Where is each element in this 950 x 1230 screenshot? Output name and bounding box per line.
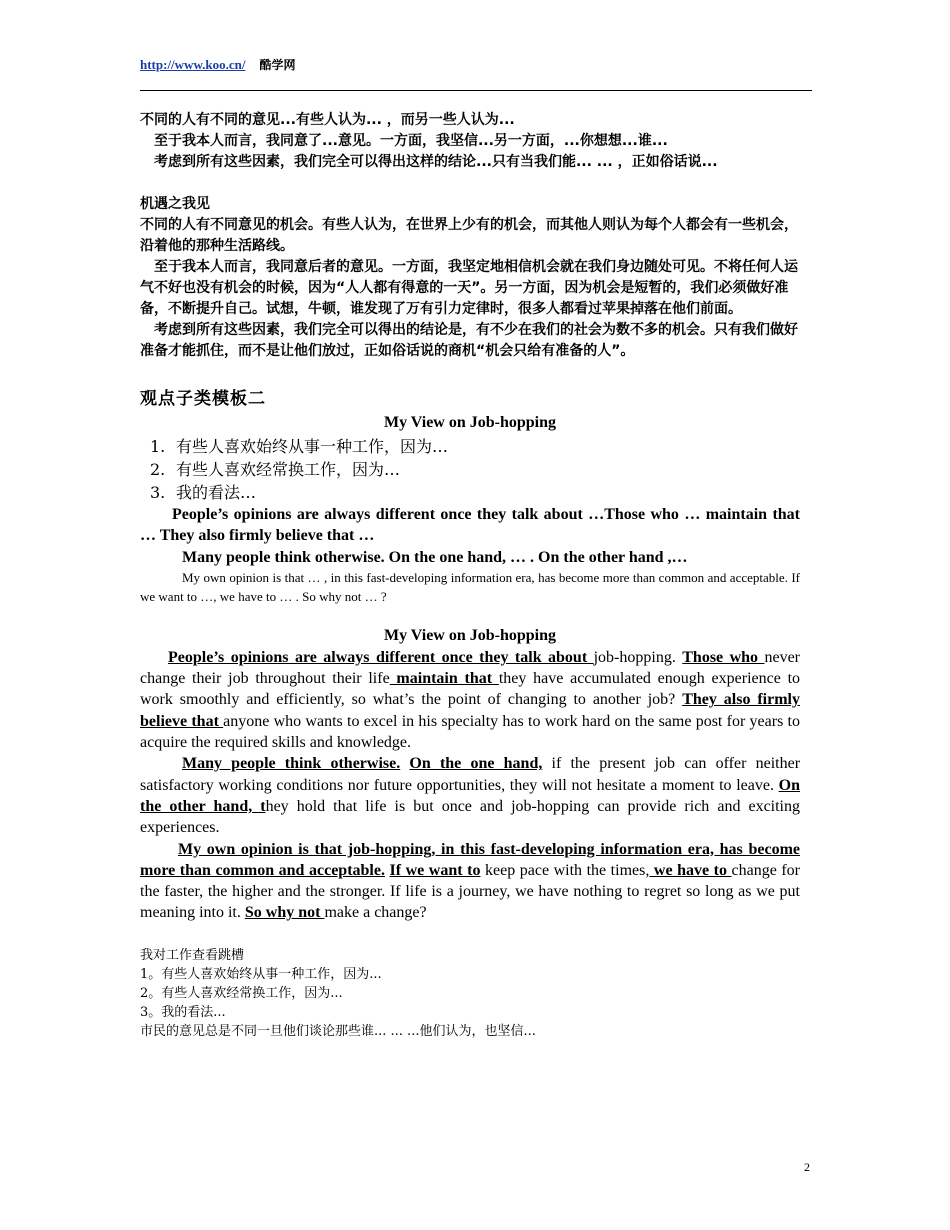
essay-phrase: So why not	[244, 904, 325, 922]
translation-line: 市民的意见总是不同一旦他们谈论那些谁... ... ...他们认为，也坚信...	[140, 1023, 536, 1039]
essay-paragraph-1: People’s opinions are always different once they talk about job-hopping. Those who never change their job throughout their life maintain that they have accumulated enough experience to work smoothly and efficiently, so what’s the point of changing to another job? They also firmly believe that anyone who wants to excel in his specialty has to work hard on the same post for years to acquire the required skills and knowledge.	[140, 648, 801, 752]
jiyu-title: 机遇之我见	[140, 196, 210, 212]
template-line-1: 不同的人有不同的意见...有些人认为... ，而另一些人认为...	[140, 112, 515, 128]
page-header	[140, 56, 295, 73]
main-content	[140, 110, 800, 1041]
essay-phrase: On the other hand, t	[140, 776, 800, 815]
essay-phrase: maintain that	[389, 670, 499, 688]
section-title: 观点子类模板二	[140, 389, 266, 409]
page-number: 2	[804, 1160, 810, 1174]
translation-block	[140, 946, 800, 1041]
header-site-name: 酷学网	[259, 58, 296, 72]
jiyu-paragraph-2: 至于我本人而言，我同意后者的意见。一方面，我坚定地相信机会就在我们身边随处可见。不将任何人运气不好也没有机会的时候，因为“人人都有得意的一天”。另一方面，因为机会是短暂的，我们必须做好准备，不断提升自己。试想，牛顿，谁发现了万有引力定律时，很多人都看过苹果掉落在他们前面。	[140, 259, 798, 317]
list-item: 3. 我的看法…	[150, 483, 257, 502]
essay-paragraph-2: Many people think otherwise. On the one hand, if the present job can offer neither satisfactory working conditions nor future opportunities, they will not hesitate a moment to leave. On the other hand, they hold that life is but once and job-hopping can provide rich and exciting experiences.	[140, 755, 801, 837]
template-paragraph-1: People’s opinions are always different once they talk about …Those who … maintain that … They also firmly believe that …	[140, 506, 800, 545]
template-list	[150, 435, 800, 504]
jiyu-paragraph-3: 考虑到所有这些因素，我们完全可以得出的结论是，有不少在我们的社会为数不多的机会。只有我们做好准备才能抓住，而不是让他们放过，正如俗话说的商机“机会只给有准备的人”。	[140, 322, 798, 359]
jiyu-paragraph-1: 不同的人有不同意见的机会。有些人认为，在世界上少有的机会，而其他人则认为每个人都会有一些机会，沿着他的那种生活路线。	[140, 217, 798, 254]
essay-phrase: They also firmly believe that	[140, 691, 801, 730]
header-rule	[140, 90, 812, 91]
list-item: 2. 有些人喜欢经常换工作，因为…	[150, 460, 401, 479]
translation-line: 2。有些人喜欢经常换工作，因为...	[140, 985, 343, 1001]
list-item: 1. 有些人喜欢始终从事一种工作，因为…	[150, 437, 449, 456]
essay-phrase: If we want to	[389, 861, 481, 879]
translation-line: 1。有些人喜欢始终从事一种工作，因为...	[140, 966, 382, 982]
header-url-link[interactable]: http://www.koo.cn/	[140, 57, 246, 72]
essay-phrase: we have to	[649, 861, 732, 879]
template-title: My View on Job-hopping	[383, 414, 557, 431]
template-paragraph-3: My own opinion is that … , in this fast-developing information era, has become more than common and acceptable. If we want to …, we have to … . So why not … ?	[140, 569, 800, 604]
essay-paragraph-3: My own opinion is that job-hopping, in this fast-developing information era, has become more than common and acceptable. If we want to keep pace with the times, we have to change for the faster, the higher and the stronger. If life is a journey, we have nothing to regret so long as we put meaning into it. So why not make a change?	[140, 840, 801, 922]
essay-phrase: People’s opinions are always different once they talk about	[168, 648, 594, 666]
essay-title: My View on Job-hopping	[383, 626, 557, 644]
translation-line: 3。我的看法...	[140, 1004, 226, 1020]
template-line-3: 考虑到所有这些因素，我们完全可以得出这样的结论...只有当我们能... ... ，正如俗话说...	[154, 154, 718, 170]
template-paragraph-2: Many people think otherwise. On the one hand, … . On the other hand ,…	[182, 548, 688, 566]
essay-phrase: Those who	[682, 648, 765, 666]
essay-phrase: On the one hand,	[409, 755, 543, 773]
essay-phrase: My own opinion is that job-hopping, in this fast-developing information era, has become more than common and acceptable.	[140, 840, 800, 879]
translation-line: 我对工作查看跳槽	[140, 947, 245, 963]
template-line-2: 至于我本人而言，我同意了...意见。一方面，我坚信...另一方面，...你想想...谁...	[154, 133, 668, 149]
essay-phrase: Many people think otherwise.	[182, 755, 401, 773]
